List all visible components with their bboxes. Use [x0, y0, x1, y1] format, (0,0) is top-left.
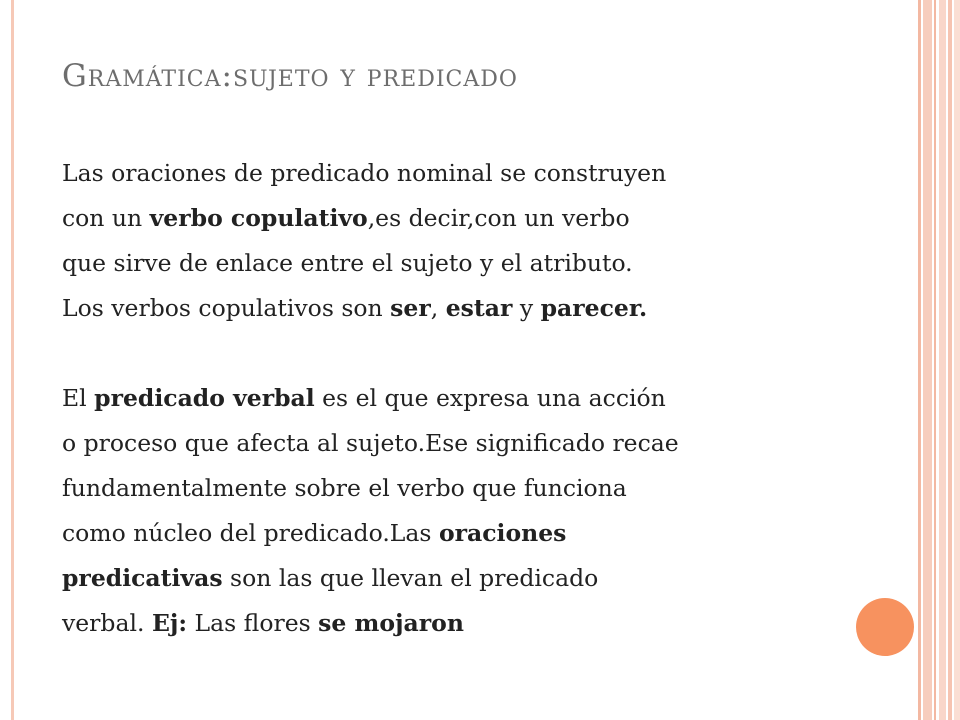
right-decor-bar: [923, 0, 932, 720]
right-decor-bar: [918, 0, 921, 720]
text-span: y: [512, 294, 541, 322]
body-line: [62, 601, 862, 646]
left-border-line: [11, 0, 14, 720]
text-span: o proceso que afecta al sujeto.Ese significado recae: [62, 429, 679, 457]
right-decor-bar: [939, 0, 946, 720]
body-line: [62, 241, 862, 286]
text-span: verbal.: [62, 609, 152, 637]
slide-title: Gramática:sujeto y predicado: [62, 58, 518, 94]
bold-term: parecer.: [540, 294, 648, 322]
body-line: [62, 421, 862, 466]
bold-term: ser: [390, 294, 431, 322]
text-span: con un: [62, 204, 150, 232]
paragraph-spacer: [62, 331, 862, 376]
text-span: Los verbos copulativos son: [62, 294, 391, 322]
body-line: [62, 556, 862, 601]
bold-term: predicado verbal: [94, 384, 315, 412]
body-line: [62, 511, 862, 556]
bold-term: predicativas: [62, 564, 223, 592]
text-span: ,: [430, 294, 446, 322]
right-decor-bar: [948, 0, 952, 720]
text-span: que sirve de enlace entre el sujeto y el atributo.: [62, 249, 633, 277]
text-span: Las flores: [187, 609, 319, 637]
text-span: El: [62, 384, 95, 412]
body-line: [62, 151, 862, 196]
bold-term: se mojaron: [318, 609, 464, 637]
right-decor-bar: [934, 0, 936, 720]
text-span: es el que expresa una acción: [314, 384, 666, 412]
bold-term: Ej:: [151, 609, 188, 637]
body-line: [62, 376, 862, 421]
text-span: Las oraciones de predicado nominal se construyen: [62, 159, 667, 187]
body-line: [62, 196, 862, 241]
right-decor-bar: [954, 0, 960, 720]
orange-circle-decoration: [856, 598, 914, 656]
text-span: fundamentalmente sobre el verbo que funciona: [62, 474, 627, 502]
body-line: [62, 466, 862, 511]
text-span: como núcleo del predicado.Las: [62, 519, 439, 547]
bold-term: verbo copulativo: [149, 204, 368, 232]
text-span: son las que llevan el predicado: [222, 564, 599, 592]
bold-term: oraciones: [438, 519, 567, 547]
body-line: [62, 286, 862, 331]
bold-term: estar: [445, 294, 513, 322]
text-span: ,es decir,con un verbo: [367, 204, 630, 232]
slide-body: [62, 151, 862, 646]
